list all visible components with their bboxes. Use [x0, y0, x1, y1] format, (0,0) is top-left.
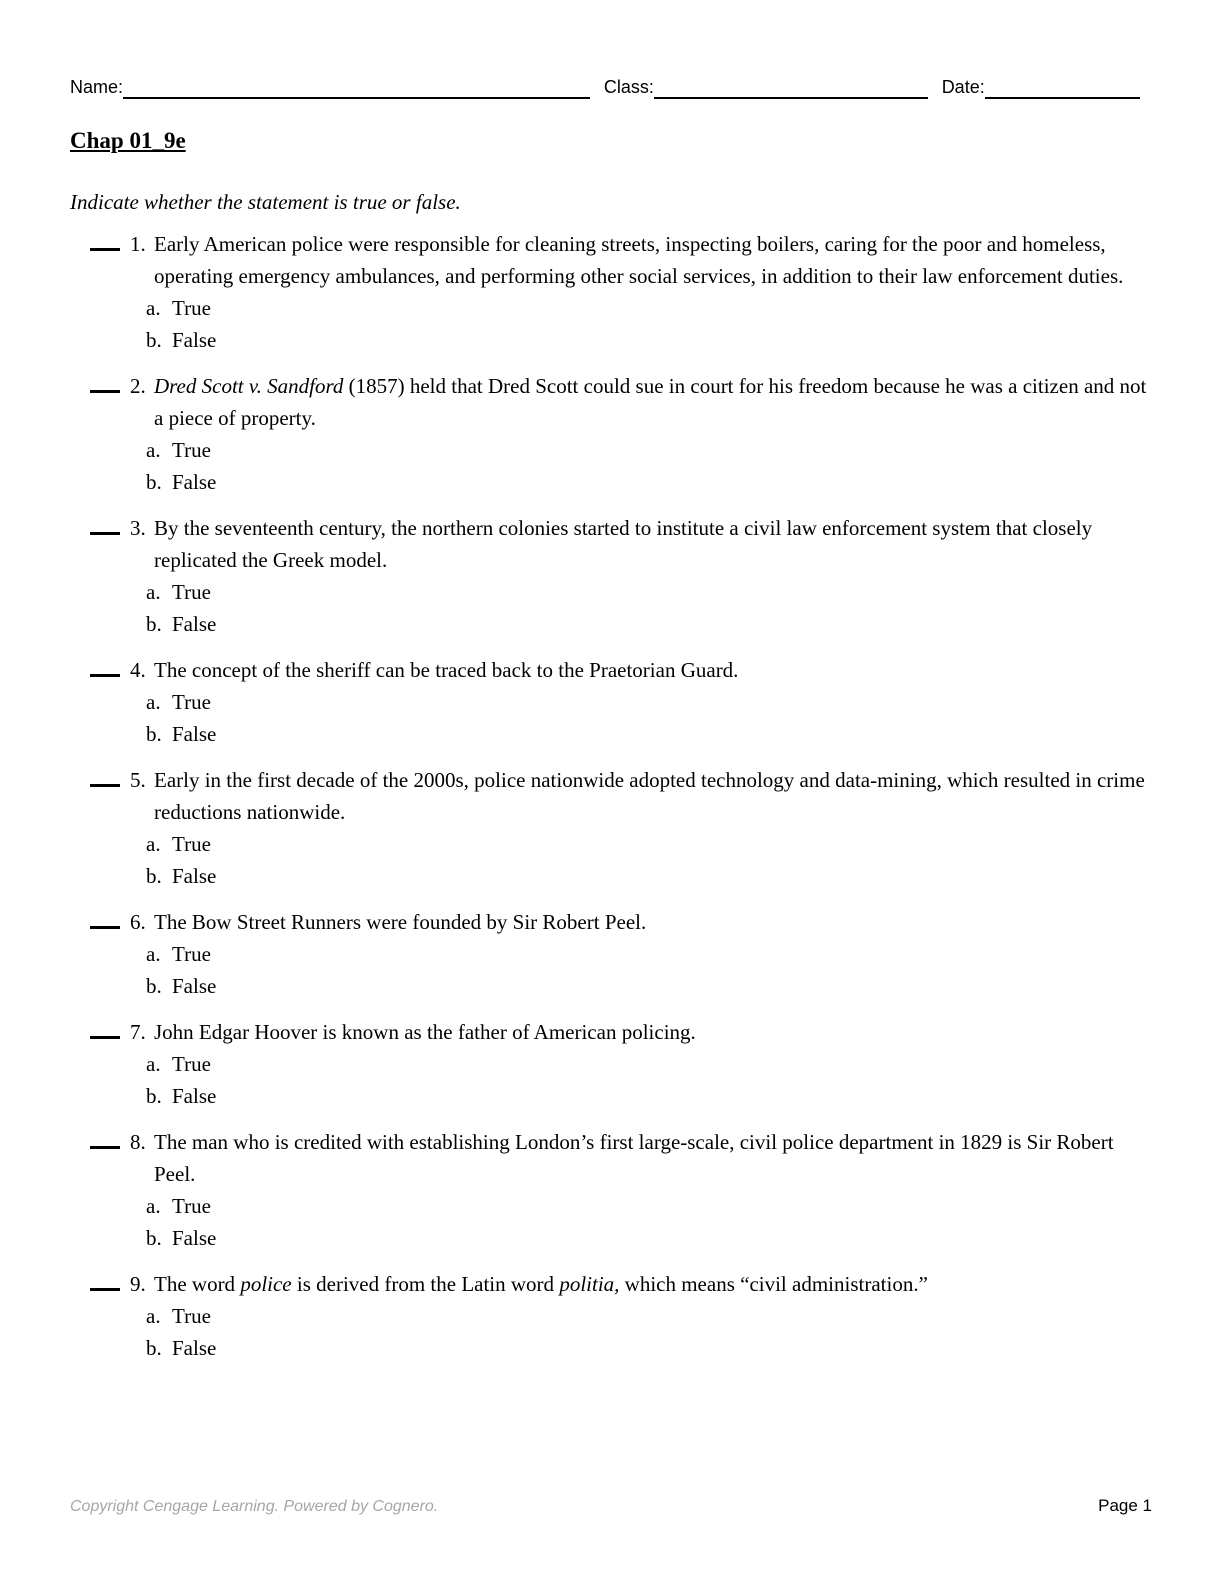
option-letter: b.: [146, 1225, 162, 1250]
question-text: The word police is derived from the Latin word politia, which means “civil administration.”: [154, 1271, 928, 1296]
option-letter: a.: [146, 1051, 161, 1076]
questions-list: [70, 228, 1152, 1364]
question-body: [90, 764, 1157, 828]
page-number: Page 1: [1098, 1496, 1152, 1515]
question-number: 5.: [130, 767, 146, 792]
question-item: [90, 764, 1152, 892]
option-letter: a.: [146, 831, 161, 856]
option-text: True: [172, 689, 211, 714]
answer-blank-line: [90, 1273, 120, 1291]
option-text: False: [172, 469, 217, 494]
answer-options: [146, 686, 1152, 750]
answer-option: [146, 576, 1152, 608]
answer-blank-line: [90, 659, 120, 677]
option-letter: b.: [146, 469, 162, 494]
question-body: [90, 370, 1157, 434]
option-text: False: [172, 973, 217, 998]
question-body: [90, 1268, 1157, 1300]
option-letter: b.: [146, 611, 162, 636]
option-text: True: [172, 831, 211, 856]
question-text: John Edgar Hoover is known as the father of American policing.: [154, 1019, 696, 1044]
answer-blank-line: [90, 1131, 120, 1149]
answer-options: [146, 1190, 1152, 1254]
answer-options: [146, 576, 1152, 640]
question-number: 7.: [130, 1019, 146, 1044]
answer-option: [146, 938, 1152, 970]
answer-option: [146, 686, 1152, 718]
answer-option: [146, 434, 1152, 466]
answer-option: [146, 718, 1152, 750]
question-number: 4.: [130, 657, 146, 682]
question-text: The concept of the sheriff can be traced back to the Praetorian Guard.: [154, 657, 739, 682]
question-item: [90, 654, 1152, 750]
answer-blank-line: [90, 911, 120, 929]
answer-option: [146, 608, 1152, 640]
answer-blank-line: [90, 233, 120, 251]
answer-option: [146, 292, 1152, 324]
answer-options: [146, 828, 1152, 892]
question-item: [90, 1268, 1152, 1364]
question-item: [90, 228, 1152, 356]
answer-option: [146, 1048, 1152, 1080]
option-text: False: [172, 1225, 217, 1250]
option-letter: a.: [146, 1303, 161, 1328]
question-body: [90, 228, 1157, 292]
answer-option: [146, 860, 1152, 892]
date-label: Date:: [941, 77, 985, 97]
date-blank-line: [985, 78, 1140, 99]
option-text: True: [172, 437, 211, 462]
option-letter: a.: [146, 689, 161, 714]
option-text: True: [172, 579, 211, 604]
answer-option: [146, 1080, 1152, 1112]
question-text: The Bow Street Runners were founded by Sir Robert Peel.: [154, 909, 647, 934]
answer-options: [146, 434, 1152, 498]
option-letter: a.: [146, 437, 161, 462]
answer-option: [146, 324, 1152, 356]
instruction-text: Indicate whether the statement is true or false.: [70, 189, 461, 214]
answer-options: [146, 1048, 1152, 1112]
question-text: The man who is credited with establishing London’s first large-scale, civil police department in 1829 is Sir Robert Peel.: [154, 1129, 1114, 1186]
option-text: False: [172, 863, 217, 888]
option-letter: b.: [146, 1083, 162, 1108]
option-text: True: [172, 941, 211, 966]
answer-option: [146, 828, 1152, 860]
option-letter: b.: [146, 973, 162, 998]
header-row: [70, 76, 1140, 99]
footer-row: [70, 1496, 1152, 1516]
question-text: Early American police were responsible for cleaning streets, inspecting boilers, caring for the poor and homeless, operating emergency ambulances, and performing other social services, in addition to their law enforcement duties.: [154, 231, 1124, 288]
question-item: [90, 370, 1152, 498]
answer-option: [146, 1300, 1152, 1332]
option-text: False: [172, 611, 217, 636]
option-letter: a.: [146, 941, 161, 966]
name-label: Name:: [70, 77, 124, 97]
option-text: True: [172, 1193, 211, 1218]
question-body: [90, 654, 1157, 686]
question-text: By the seventeenth century, the northern colonies started to institute a civil law enforcement system that closely replicated the Greek model.: [154, 515, 1093, 572]
question-body: [90, 1016, 1157, 1048]
option-letter: a.: [146, 579, 161, 604]
option-text: False: [172, 1083, 217, 1108]
question-text: Dred Scott v. Sandford (1857) held that Dred Scott could sue in court for his freedom because he was a citizen and not a piece of property.: [154, 373, 1147, 430]
question-item: [90, 1016, 1152, 1112]
answer-option: [146, 1332, 1152, 1364]
answer-blank-line: [90, 1021, 120, 1039]
option-text: True: [172, 1051, 211, 1076]
question-item: [90, 512, 1152, 640]
answer-options: [146, 292, 1152, 356]
question-number: 3.: [130, 515, 146, 540]
question-item: [90, 906, 1152, 1002]
question-text: Early in the first decade of the 2000s, police nationwide adopted technology and data-mining, which resulted in crime reductions nationwide.: [154, 767, 1145, 824]
question-item: [90, 1126, 1152, 1254]
class-label: Class:: [603, 77, 654, 97]
question-number: 9.: [130, 1271, 146, 1296]
option-text: True: [172, 1303, 211, 1328]
answer-option: [146, 1222, 1152, 1254]
option-text: False: [172, 721, 217, 746]
copyright-text: Copyright Cengage Learning. Powered by Cognero.: [70, 1498, 439, 1515]
question-number: 1.: [130, 231, 146, 256]
answer-option: [146, 970, 1152, 1002]
name-blank-line: [123, 78, 590, 99]
option-letter: a.: [146, 295, 161, 320]
answer-blank-line: [90, 517, 120, 535]
option-letter: b.: [146, 721, 162, 746]
answer-options: [146, 1300, 1152, 1364]
option-letter: b.: [146, 327, 162, 352]
page-title: Chap 01_9e: [70, 127, 186, 153]
option-letter: b.: [146, 863, 162, 888]
option-text: True: [172, 295, 211, 320]
option-letter: a.: [146, 1193, 161, 1218]
question-number: 8.: [130, 1129, 146, 1154]
question-body: [90, 1126, 1157, 1190]
option-text: False: [172, 327, 217, 352]
question-number: 6.: [130, 909, 146, 934]
answer-options: [146, 938, 1152, 1002]
question-body: [90, 512, 1157, 576]
option-letter: b.: [146, 1335, 162, 1360]
question-number: 2.: [130, 373, 146, 398]
class-blank-line: [654, 78, 928, 99]
answer-option: [146, 466, 1152, 498]
answer-blank-line: [90, 769, 120, 787]
question-body: [90, 906, 1157, 938]
answer-blank-line: [90, 375, 120, 393]
option-text: False: [172, 1335, 217, 1360]
answer-option: [146, 1190, 1152, 1222]
